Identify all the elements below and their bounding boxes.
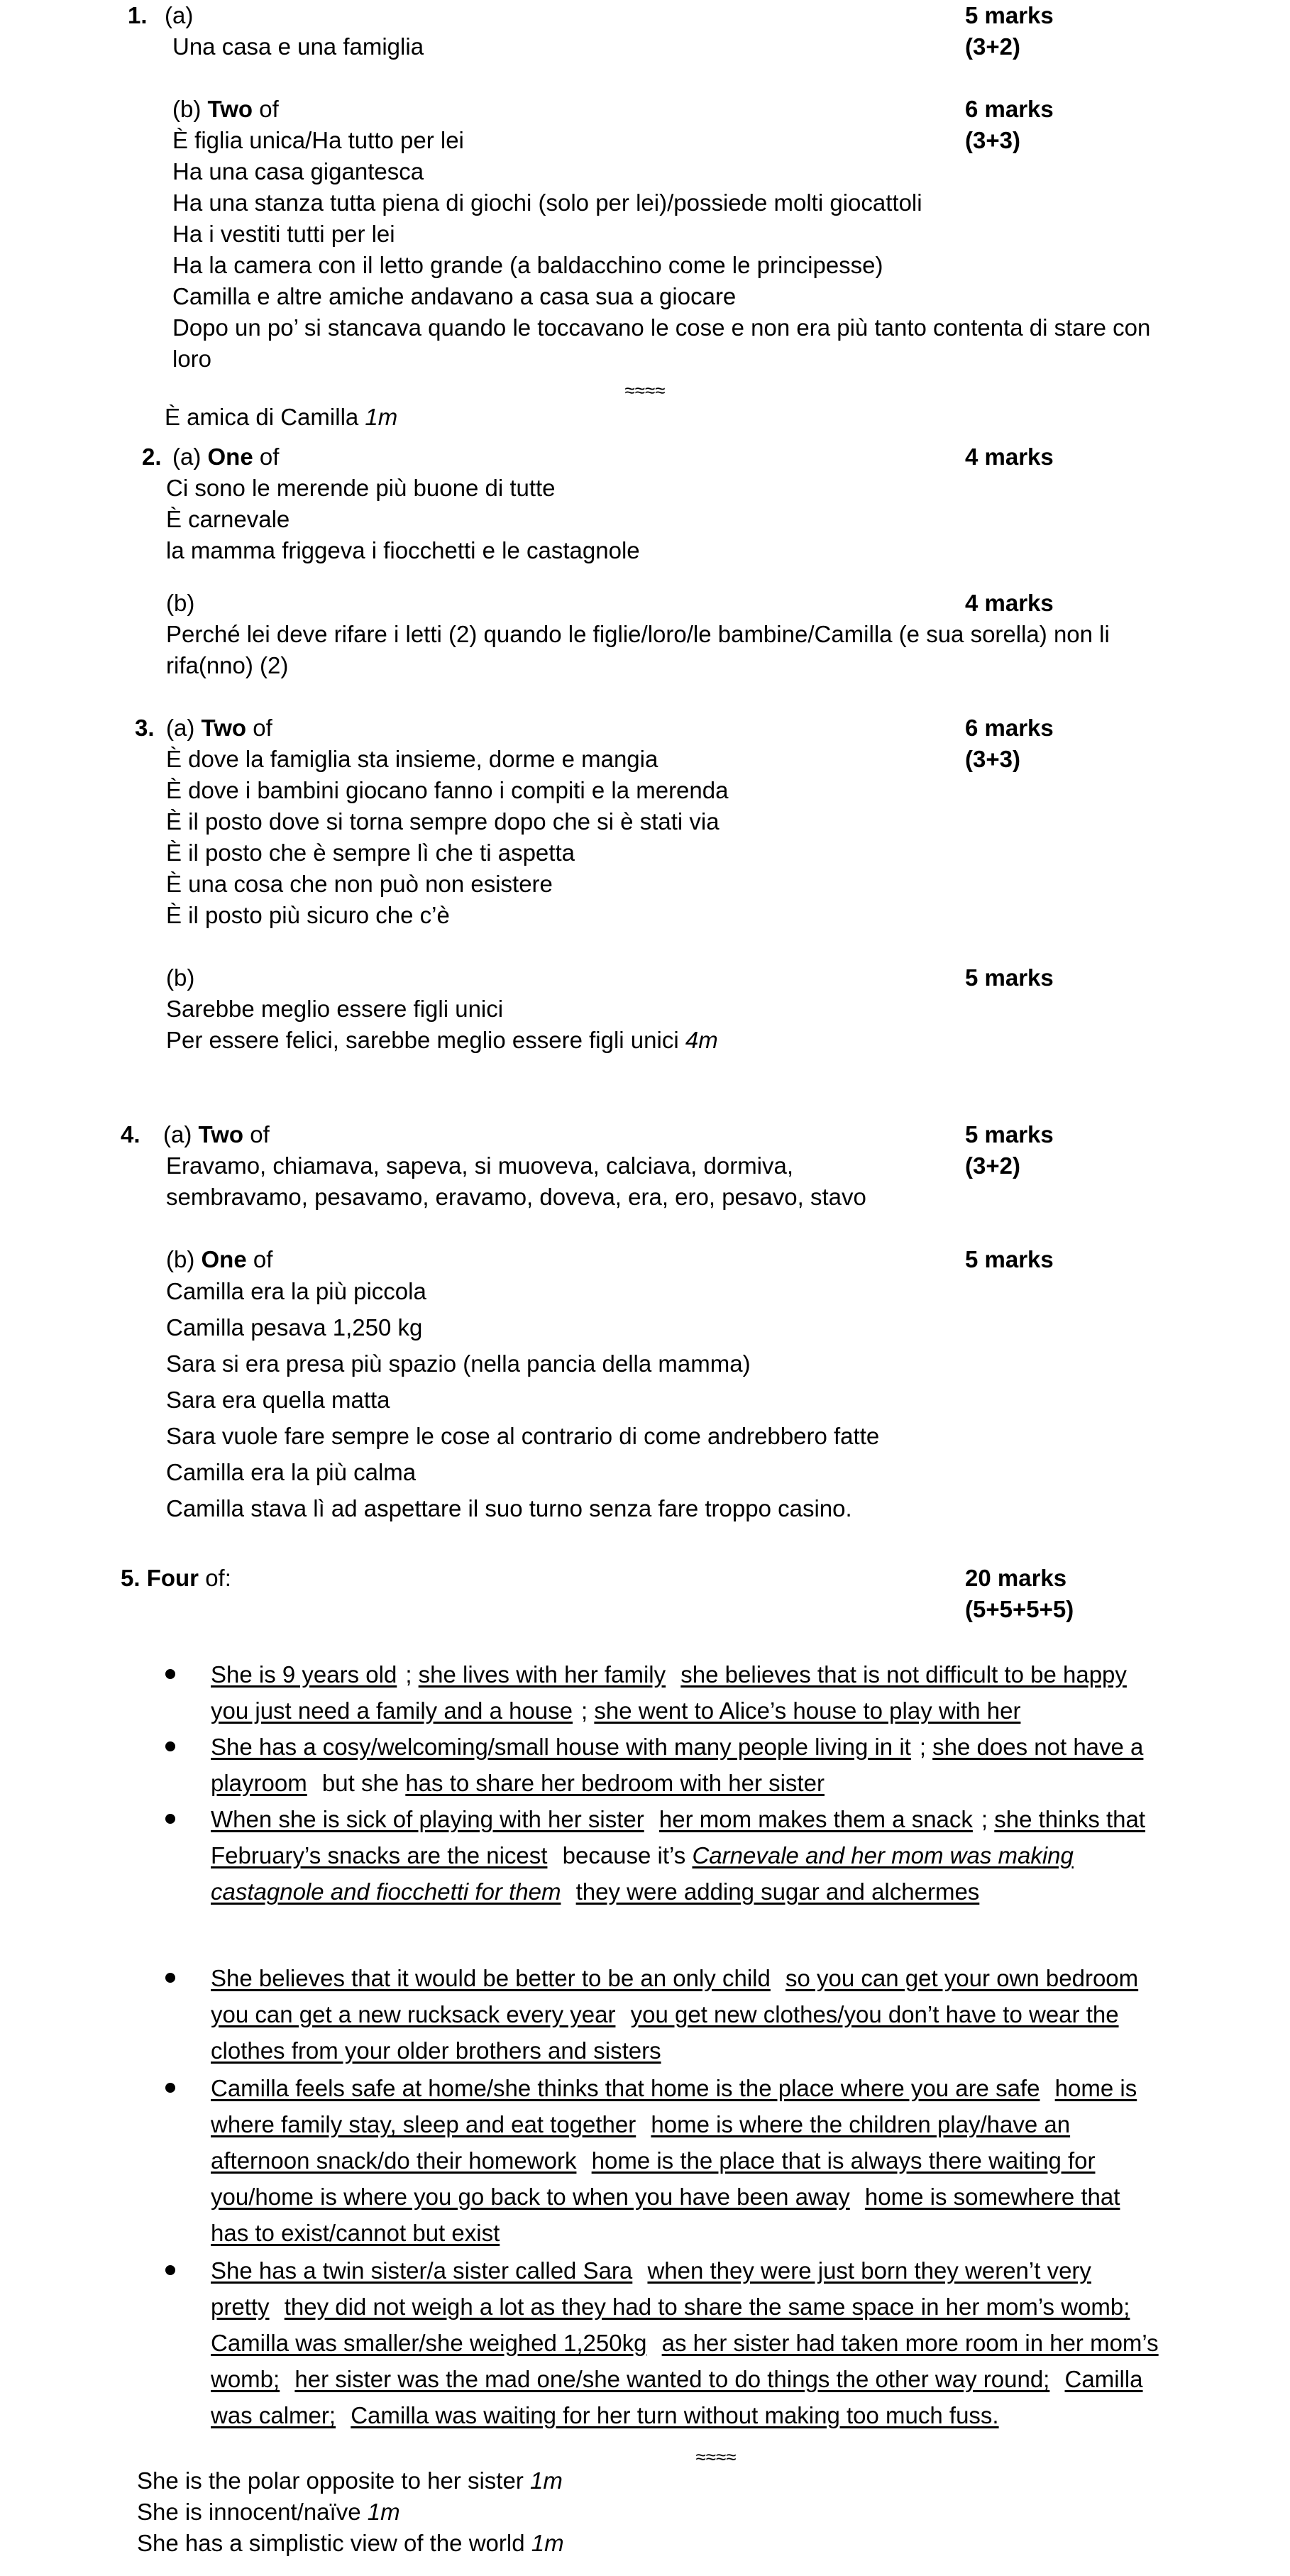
q5-sep xyxy=(779,1965,785,1991)
q1-b-line: Ha una casa gigantesca xyxy=(172,158,424,185)
q5-sep xyxy=(653,1806,659,1832)
q5-point: her mom makes them a snack xyxy=(658,1806,973,1832)
q5-extra-text: She has a simplistic view of the world xyxy=(137,2530,525,2556)
q5-point: as her sister had taken more room in her mom’s womb; xyxy=(211,2330,1159,2392)
q5-point: home is where family stay, sleep and eat together xyxy=(211,2075,1137,2137)
q4-a-split: (3+2) xyxy=(965,1152,1020,1179)
q3-a-bold: Two xyxy=(201,715,247,741)
q3-a-marks: 6 marks xyxy=(965,715,1054,741)
q5-separator: ≈≈≈≈ xyxy=(695,2446,737,2467)
q2-a-suffix: of xyxy=(259,444,280,470)
q5-sep xyxy=(288,2366,294,2392)
q3-a-split: (3+3) xyxy=(965,746,1020,772)
q5-point: you can get a new rucksack every year xyxy=(211,2001,616,2027)
q5-sep xyxy=(859,2184,865,2210)
q2-a-bold: One xyxy=(207,444,253,470)
q2-b-answer: Perché lei deve rifare i letti (2) quando le figlie/loro/le bambine/Camilla (e sua sorella) non li rifa(nno) (2) xyxy=(166,621,1110,678)
q5-point: has to share her bedroom with her sister xyxy=(405,1770,825,1796)
q5-point: so you can get your own bedroom xyxy=(785,1965,1139,1991)
q1-a-answer: Una casa e una famiglia xyxy=(172,33,424,60)
q1-b-heading xyxy=(172,94,279,125)
q5-extra-mark: 1m xyxy=(367,2499,400,2525)
q3-b-line2-text: Per essere felici, sarebbe meglio essere figli unici xyxy=(166,1027,679,1053)
q4-b-line: Sara si era presa più spazio (nella pancia della mamma) xyxy=(166,1350,751,1377)
q5-point: her sister was the mad one/she wanted to do things the other way round; xyxy=(294,2366,1050,2392)
q2-a-prefix: (a) xyxy=(172,444,202,470)
q1-b-marks: 6 marks xyxy=(965,96,1054,122)
q4-b-line: Sara era quella matta xyxy=(166,1387,390,1413)
q1-b-line: Ha i vestiti tutti per lei xyxy=(172,221,395,247)
q1-extra-mark: 1m xyxy=(365,404,398,430)
q5-bullet-3 xyxy=(211,1801,1162,1910)
q1-a-split: (3+2) xyxy=(965,33,1020,60)
q2-b-label: (b) xyxy=(166,590,195,616)
q5-bullet-1 xyxy=(211,1656,1162,1729)
q5-point: She has a twin sister/a sister called Sara xyxy=(211,2257,633,2284)
q5-point: they did not weigh a lot as they had to share the same space in her mom’s womb; xyxy=(284,2294,1130,2320)
q5-extra-mark: 1m xyxy=(531,2530,564,2556)
q5-marks: 20 marks xyxy=(965,1565,1067,1591)
q1-b-line: Dopo un po’ si stancava quando le toccavano le cose e non era più tanto contenta di stare con loro xyxy=(172,314,1151,372)
q5-point: she thinks that February’s snacks are the nicest xyxy=(211,1806,1146,1868)
q4-a-marks: 5 marks xyxy=(965,1121,1054,1147)
q5-extra xyxy=(137,2528,564,2559)
q4-b-heading xyxy=(166,1244,272,1275)
q5-split: (5+5+5+5) xyxy=(965,1596,1074,1622)
q2-a-line: È carnevale xyxy=(166,506,290,532)
q1-extra xyxy=(165,402,397,433)
q1-b-line: È figlia unica/Ha tutto per lei xyxy=(172,127,464,153)
q5-extra-text: She is the polar opposite to her sister xyxy=(137,2467,524,2494)
q5-extra xyxy=(137,2497,400,2528)
q2-number: 2. xyxy=(142,444,162,470)
q5-point: Camilla feels safe at home/she thinks that home is the place where you are safe xyxy=(211,2075,1040,2101)
q4-b-line: Camilla era la più calma xyxy=(166,1459,417,1485)
q3-a-prefix: (a) xyxy=(166,715,195,741)
q5-suffix: of: xyxy=(205,1565,231,1591)
q2-a-marks: 4 marks xyxy=(965,444,1054,470)
q5-point: Camilla was calmer; xyxy=(211,2366,1143,2428)
q1-a-label: (a) xyxy=(165,2,194,28)
q4-number: 4. xyxy=(121,1121,140,1147)
bullet-dot xyxy=(165,2083,175,2093)
q1-extra-text: È amica di Camilla xyxy=(165,404,359,430)
q5-sep xyxy=(569,1878,575,1905)
q5-extra-mark: 1m xyxy=(529,2467,563,2494)
q5-sep: but she xyxy=(315,1770,406,1796)
q3-number: 3. xyxy=(135,715,155,741)
q5-sep xyxy=(278,2294,285,2320)
q5-bullet-6 xyxy=(211,2252,1162,2433)
q4-b-line: Camilla pesava 1,250 kg xyxy=(166,1314,423,1341)
q1-b-bold: Two xyxy=(207,96,253,122)
q4-a-prefix: (a) xyxy=(163,1121,192,1147)
q3-b-line2-mark: 4m xyxy=(685,1027,718,1053)
q5-sep: ; xyxy=(981,1806,995,1832)
q1-b-line: Ha una stanza tutta piena di giochi (solo per lei)/possiede molti giocattoli xyxy=(172,189,922,216)
q3-b-line2 xyxy=(166,1025,718,1056)
q4-b-bold: One xyxy=(201,1246,247,1272)
q5-bullet-5 xyxy=(211,2070,1162,2251)
q3-a-heading xyxy=(166,712,272,744)
q1-b-line: Ha la camera con il letto grande (a baldacchino come le principesse) xyxy=(172,252,883,278)
q5-point: Camilla was waiting for her turn without making too much fuss. xyxy=(351,2402,999,2428)
q2-a-line: Ci sono le merende più buone di tutte xyxy=(166,475,556,501)
q5-sep: ; xyxy=(581,1697,595,1724)
q3-a-line: È una cosa che non può non esistere xyxy=(166,871,553,897)
q5-extra xyxy=(137,2465,563,2497)
q3-a-line: È dove la famiglia sta insieme, dorme e mangia xyxy=(166,746,658,772)
q4-b-marks: 5 marks xyxy=(965,1246,1054,1272)
q4-b-prefix: (b) xyxy=(166,1246,195,1272)
q3-a-line: È il posto più sicuro che c’è xyxy=(166,902,450,928)
q5-point: home is where the children play/have an afternoon snack/do their homework xyxy=(211,2111,1071,2174)
q5-point: she went to Alice’s house to play with her xyxy=(594,1697,1021,1724)
q5-point: when they were just born they weren’t very pretty xyxy=(211,2257,1091,2320)
q1-b-prefix: (b) xyxy=(172,96,202,122)
q1-b-split: (3+3) xyxy=(965,127,1020,153)
q5-bullet-4 xyxy=(211,1960,1162,2069)
q5-point: She has a cosy/welcoming/small house with many people living in it xyxy=(211,1734,911,1760)
q2-a-heading xyxy=(172,441,279,473)
q1-a-marks: 5 marks xyxy=(965,2,1054,28)
q3-a-line: È il posto dove si torna sempre dopo che si è stati via xyxy=(166,808,720,835)
q3-b-line1: Sarebbe meglio essere figli unici xyxy=(166,996,504,1022)
bullet-dot xyxy=(165,1973,175,1983)
q3-a-line: È il posto che è sempre lì che ti aspetta xyxy=(166,840,575,866)
q5-point: Camilla was smaller/she weighed 1,250kg xyxy=(211,2330,647,2356)
bullet-dot xyxy=(165,1669,175,1679)
q5-sep xyxy=(344,2402,351,2428)
q5-sep: because it’s xyxy=(556,1842,693,1868)
q4-a-heading xyxy=(163,1119,270,1150)
q5-sep xyxy=(674,1661,680,1688)
q5-heading xyxy=(121,1563,231,1594)
q3-a-line: È dove i bambini giocano fanno i compiti e la merenda xyxy=(166,777,729,803)
q5-sep: ; xyxy=(405,1661,419,1688)
q5-point: she lives with her family xyxy=(418,1661,666,1688)
q2-b-marks: 4 marks xyxy=(965,590,1054,616)
q5-number: 5. xyxy=(121,1565,140,1591)
q5-point: Carnevale and her mom was making castagnole and fiocchetti for them xyxy=(211,1842,1074,1905)
q5-sep xyxy=(624,2001,630,2027)
bullet-dot xyxy=(165,1814,175,1824)
q5-sep xyxy=(1048,2075,1054,2101)
q5-sep: ; xyxy=(919,1734,933,1760)
q1-b-line: Camilla e altre amiche andavano a casa sua a giocare xyxy=(172,283,737,309)
q5-point: she believes that is not difficult to be happy you just need a family and a house xyxy=(211,1661,1127,1724)
bullet-dot xyxy=(165,1741,175,1751)
q4-a-answer: Eravamo, chiamava, sapeva, si muoveva, calciava, dormiva, sembravamo, pesavamo, eravamo, doveva, era, ero, pesavo, stavo xyxy=(166,1152,866,1210)
q5-bullet-2 xyxy=(211,1729,1162,1801)
q5-bold: Four xyxy=(146,1565,199,1591)
q5-extra-text: She is innocent/naïve xyxy=(137,2499,361,2525)
q3-a-suffix: of xyxy=(253,715,272,741)
q3-b-label: (b) xyxy=(166,964,195,991)
q3-b-marks: 5 marks xyxy=(965,964,1054,991)
q5-point: home is the place that is always there waiting for you/home is where you go back to when you have been away xyxy=(211,2147,1096,2210)
q4-b-line: Camilla era la più piccola xyxy=(166,1278,426,1304)
q5-point: When she is sick of playing with her sister xyxy=(211,1806,644,1832)
q5-point: She is 9 years old xyxy=(211,1661,397,1688)
q5-sep xyxy=(585,2147,591,2174)
q1-b-suffix: of xyxy=(259,96,279,122)
q5-point: they were adding sugar and alchermes xyxy=(575,1878,980,1905)
q2-a-line: la mamma friggeva i fiocchetti e le castagnole xyxy=(166,537,640,563)
q5-point: she does not have a playroom xyxy=(211,1734,1144,1796)
q5-sep xyxy=(655,2330,661,2356)
bullet-dot xyxy=(165,2265,175,2275)
q4-b-line: Camilla stava lì ad aspettare il suo turno senza fare troppo casino. xyxy=(166,1495,852,1521)
q4-a-bold: Two xyxy=(198,1121,244,1147)
q4-b-suffix: of xyxy=(253,1246,273,1272)
q5-point: home is somewhere that has to exist/cannot but exist xyxy=(211,2184,1120,2246)
q4-a-suffix: of xyxy=(250,1121,270,1147)
q1-separator: ≈≈≈≈ xyxy=(624,380,666,401)
q5-point: She believes that it would be better to be an only child xyxy=(211,1965,771,1991)
q5-sep xyxy=(1058,2366,1064,2392)
q5-point: you get new clothes/you don’t have to wear the clothes from your older brothers and sisters xyxy=(211,2001,1119,2064)
q1-number: 1. xyxy=(128,2,148,28)
q4-b-line: Sara vuole fare sempre le cose al contrario di come andrebbero fatte xyxy=(166,1423,880,1449)
